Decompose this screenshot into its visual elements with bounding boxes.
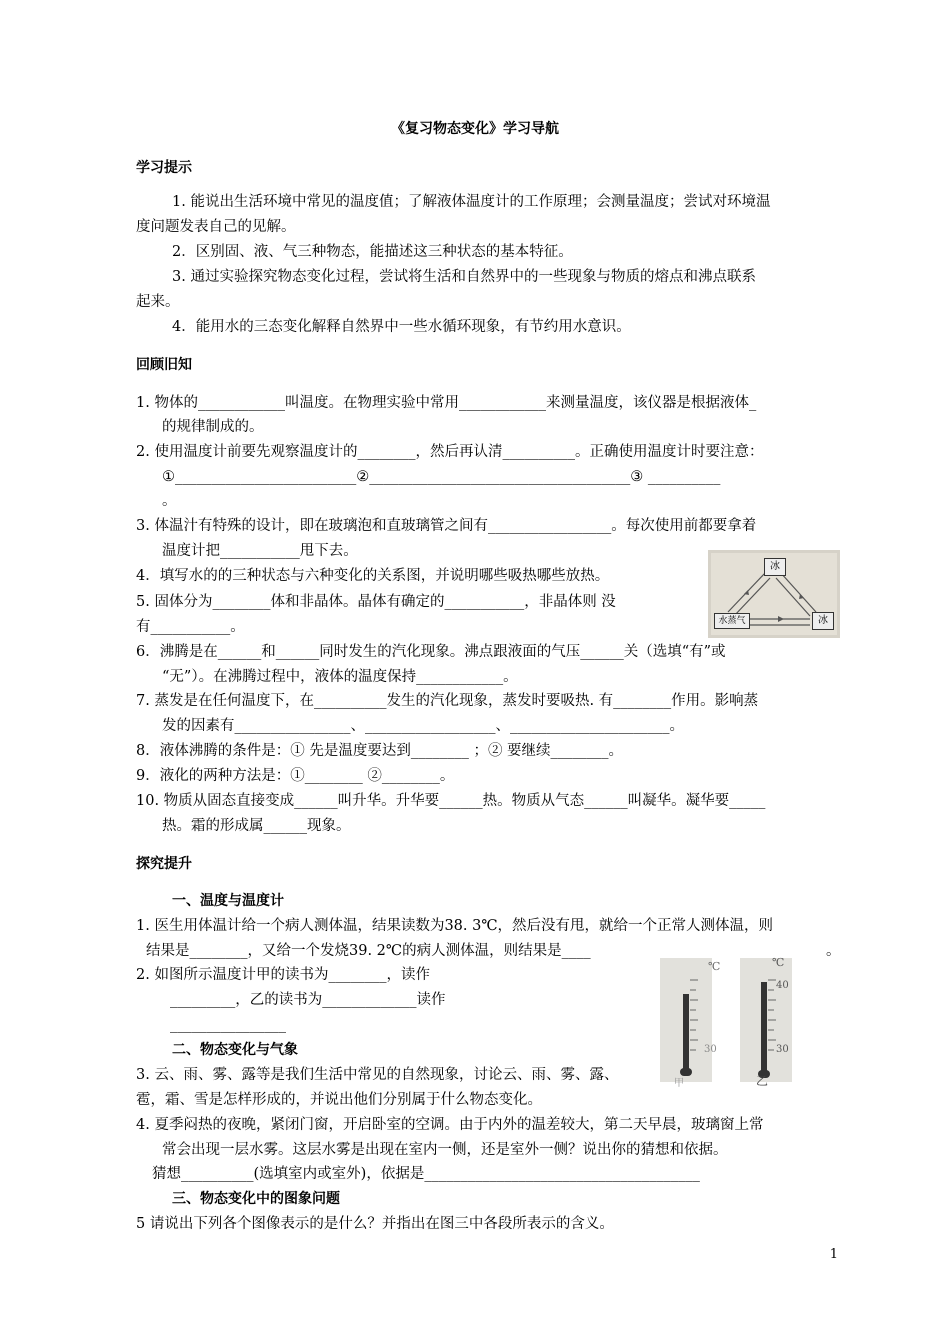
diagram-box-top: 冰 <box>764 558 786 576</box>
tip-1: 1. 能说出生活环境中常见的温度值；了解液体温度计的工作原理；会测量温度；尝试对环境温 <box>172 194 771 210</box>
explore-q1: 1. 医生用体温计给一个病人测体温，结果读数为38. 3℃，然后没有甩，就给一个正常人测体温，则 <box>136 918 774 934</box>
explore-q2: 2. 如图所示温度计甲的读书为________，读作 <box>136 967 430 983</box>
explore-q4: 4. 夏季闷热的夜晚，紧闭门窗，开启卧室的空调。由于内外的温差较大，第二天早晨，玻璃窗上常 <box>136 1117 764 1133</box>
diagram-box-left: 水蒸气 <box>714 613 750 629</box>
tip-2: 2．区别固、液、气三种物态，能描述这三种状态的基本特征。 <box>172 244 573 260</box>
explore-q2-cont: _________，乙的读书为_____________读作 <box>170 992 446 1008</box>
tip-4: 4．能用水的三态变化解释自然界中一些水循环现象，有节约用水意识。 <box>172 319 631 335</box>
explore-q4-cont: 常会出现一层水雾。这层水雾是出现在室内一侧，还是室外一侧？说出你的猜想和依据。 <box>162 1142 728 1158</box>
subsection-graphs: 三、物态变化中的图象问题 <box>172 1191 340 1207</box>
thermometer-b-label: 乙 <box>756 1074 769 1088</box>
water-states-diagram <box>708 550 840 638</box>
review-q4: 4．填写水的的三种状态与六种变化的关系图，并说明哪些吸热哪些放热。 <box>136 568 610 584</box>
thermometers-figure <box>650 950 812 1088</box>
review-q3: 3. 体温汁有特殊的设计，即在玻璃泡和直玻璃管之间有_________________。每次使用前都要拿着 <box>136 518 757 534</box>
explore-q2-end: ________________ <box>170 1017 286 1033</box>
tip-1-cont: 度问题发表自己的见解。 <box>136 219 296 235</box>
review-q5-cont: 有___________。 <box>136 619 245 635</box>
review-q3-cont: 温度计把___________甩下去。 <box>162 543 358 559</box>
explore-q1-end: 。 <box>826 943 841 959</box>
diagram-box-right: 冰 <box>812 612 834 630</box>
thermometer-a-unit: ℃ <box>708 960 721 973</box>
tip-3: 3. 通过实验探究物态变化过程，尝试将生活和自然界中的一些现象与物质的熔点和沸点联系 <box>172 269 756 285</box>
review-q2-end: 。 <box>162 493 177 509</box>
page-number: 1 <box>829 1247 838 1262</box>
review-q6: 6．沸腾是在______和______同时发生的汽化现象。沸点跟液面的气压______关（选填“有”或 <box>136 644 726 660</box>
page-title: 《复习物态变化》学习导航 <box>391 121 559 137</box>
review-q10: 10. 物质从固态直接变成______叫升华。升华要______热。物质从气态______叫凝华。凝华要_____ <box>136 793 766 809</box>
review-q1: 1. 物体的____________叫温度。在物理实验中常用____________来测量温度，该仪器是根据液体_ <box>136 395 757 411</box>
subsection-weather: 二、物态变化与气象 <box>172 1042 298 1058</box>
subsection-temperature: 一、温度与温度计 <box>172 893 284 909</box>
review-q6-cont: “无”）。在沸腾过程中，液体的温度保持____________。 <box>162 669 518 685</box>
thermometer-a-tick-30: 30 <box>704 1044 717 1055</box>
review-q2-cont: ①_________________________②____________________________________③ __________ <box>162 469 721 485</box>
thermometer-b-tick-40: 40 <box>776 980 789 991</box>
review-q7-cont: 发的因素有________________、__________________、______________________。 <box>162 718 684 734</box>
review-q10-cont: 热。霜的形成属______现象。 <box>162 818 351 834</box>
review-q7: 7. 蒸发是在任何温度下，在__________发生的汽化现象，蒸发时要吸热. 有________作用。影响蒸 <box>136 693 759 709</box>
review-q9: 9．液化的两种方法是：①________ ②________。 <box>136 768 455 784</box>
explore-q4-guess: 猜想__________(选填室内或室外)，依据是______________________________________ <box>152 1166 700 1182</box>
review-q1-cont: 的规律制成的。 <box>162 419 264 435</box>
thermometer-b-tick-30: 30 <box>776 1044 789 1055</box>
explore-q3-cont: 雹，霜、雪是怎样形成的，并说出他们分别属于什么物态变化。 <box>136 1092 542 1108</box>
tip-3-cont: 起来。 <box>136 294 180 310</box>
review-q5: 5. 固体分为________体和非晶体。晶体有确定的___________，非晶体则 没 <box>136 594 616 610</box>
section-heading-tips: 学习提示 <box>136 160 192 176</box>
explore-q1-cont: 结果是________，又给一个发烧39. 2℃的病人测体温，则结果是____ <box>146 943 591 959</box>
explore-q5: 5 请说出下列各个图像表示的是什么？并指出在图三中各段所表示的含义。 <box>136 1216 614 1232</box>
review-q8: 8．液体沸腾的条件是：① 先是温度要达到________ ；② 要继续________。 <box>136 743 624 759</box>
explore-q3: 3. 云、雨、雾、露等是我们生活中常见的自然现象，讨论云、雨、雾、露、 <box>136 1067 619 1083</box>
section-heading-explore: 探究提升 <box>136 856 192 872</box>
section-heading-review: 回顾旧知 <box>136 357 192 373</box>
thermometer-b-unit: ℃ <box>772 956 785 969</box>
review-q2: 2. 使用温度计前要先观察温度计的________，然后再认清__________。正确使用温度计时要注意： <box>136 444 764 460</box>
thermometer-a-label: 甲 <box>674 1078 684 1089</box>
